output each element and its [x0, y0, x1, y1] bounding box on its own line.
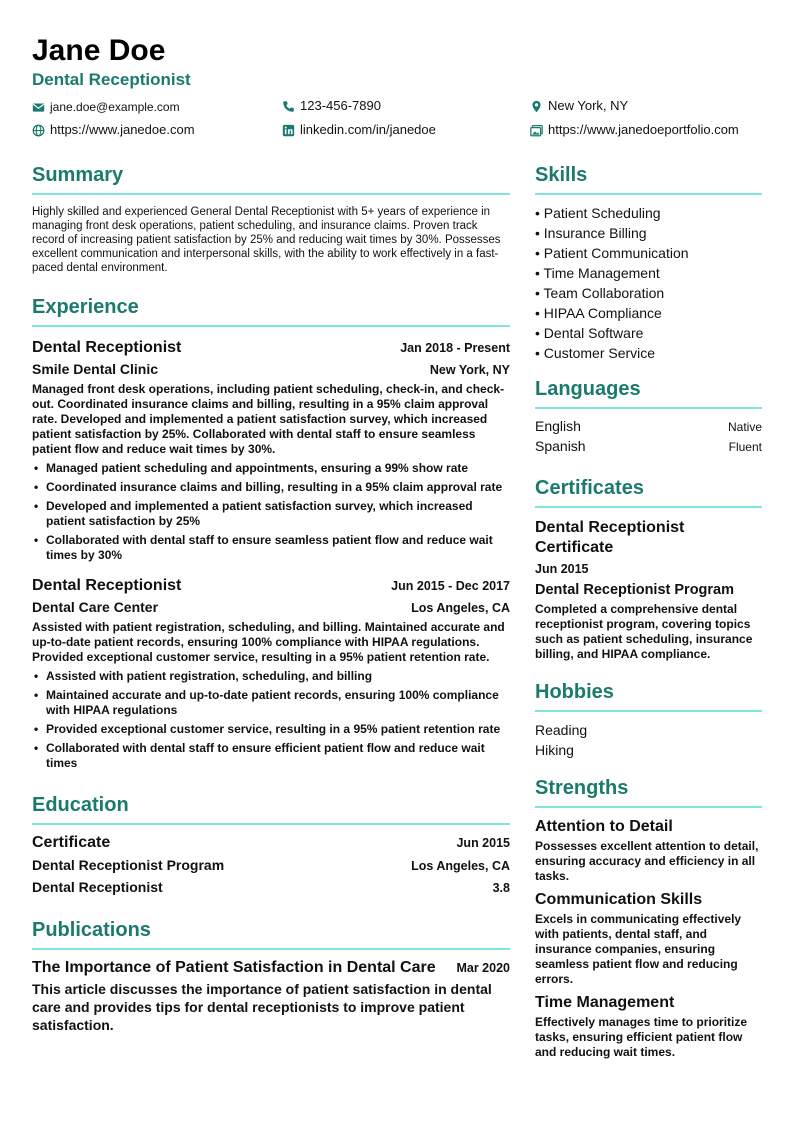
strength-item [535, 817, 762, 884]
job-bullet: • Coordinated insurance claims and billing, resulting in a 95% claim approval rate [32, 480, 510, 495]
skill-item: • Time Management [535, 265, 660, 281]
skill-label: Time Management [543, 265, 660, 281]
skill-label: Insurance Billing [543, 225, 647, 241]
linkedin-text[interactable]: linkedin.com/in/janedoe [300, 122, 436, 137]
candidate-name: Jane Doe [32, 34, 166, 67]
job-role: Dental Receptionist [32, 577, 182, 594]
portfolio-contact[interactable] [530, 122, 739, 138]
language-level: Fluent [728, 440, 762, 454]
job-bullets [32, 461, 510, 563]
job-description: Assisted with patient registration, scheduling, and billing. Maintained accurate and up-to-date patient records, ensuring 100% compliance with HIPAA regulations. Provided exceptional customer service, resulting in a 95% patient retention rate. [32, 620, 505, 664]
publications-heading: Publications [32, 918, 510, 950]
summary-text: Highly skilled and experienced General Dental Receptionist with 5+ years of experience in managing front desk operations, patient scheduling, and insurance claims. Proven track record of increasing patient satisfaction by 25% and reducing wait times by 30%. Possesses excellent communication and interpersonal skills, with the ability to work effectively in a fast-paced dental environment. [32, 206, 501, 274]
skill-item: • Customer Service [535, 345, 656, 361]
skills-section [535, 163, 762, 363]
hobbies-heading: Hobbies [535, 680, 762, 712]
job-company: Dental Care Center [32, 599, 159, 615]
skill-label: Patient Communication [543, 245, 689, 261]
job-entry [32, 575, 510, 771]
job-date: Jun 2015 - Dec 2017 [391, 579, 510, 593]
phone-contact[interactable] [282, 98, 381, 114]
phone-text[interactable]: 123-456-7890 [300, 98, 381, 113]
skill-item: • Dental Software [535, 325, 644, 341]
job-location: Los Angeles, CA [411, 601, 510, 615]
strength-title: Communication Skills [535, 891, 703, 908]
job-entry [32, 337, 510, 563]
certificates-heading: Certificates [535, 476, 762, 508]
phone-icon [282, 100, 295, 113]
job-bullet: • Maintained accurate and up-to-date patient records, ensuring 100% compliance with HIPAA regulations [32, 688, 510, 718]
education-section [32, 793, 510, 898]
strength-item [535, 993, 762, 1060]
publication-date: Mar 2020 [456, 961, 510, 975]
globe-icon [32, 124, 45, 137]
publication-description: This article discusses the importance of patient satisfaction in dental care and provides tips for dental receptionists to improve patient satisfaction. [32, 981, 492, 1033]
skill-item: • Patient Scheduling [535, 205, 661, 221]
job-bullet: • Collaborated with dental staff to ensure seamless patient flow and reduce wait times by 30% [32, 533, 510, 563]
job-bullet: • Collaborated with dental staff to ensure efficient patient flow and reduce wait times [32, 741, 510, 771]
location-contact [530, 98, 628, 114]
portfolio-icon [530, 124, 543, 137]
certificates-section [535, 476, 762, 662]
skill-item: • Team Collaboration [535, 285, 665, 301]
email-icon [32, 101, 45, 114]
education-program: Dental Receptionist Program [32, 857, 225, 873]
skill-label: Customer Service [543, 345, 656, 361]
strengths-heading: Strengths [535, 776, 762, 808]
publications-section [32, 918, 510, 1034]
email-contact[interactable] [32, 99, 180, 115]
skill-item: • Patient Communication [535, 245, 689, 261]
skill-item: • HIPAA Compliance [535, 305, 662, 321]
job-title-heading: Dental Receptionist [32, 70, 191, 89]
skill-label: HIPAA Compliance [543, 305, 662, 321]
summary-heading: Summary [32, 163, 510, 195]
experience-heading: Experience [32, 295, 510, 327]
hobby-item: Hiking [535, 742, 574, 758]
job-description: Managed front desk operations, including patient scheduling, check-in, and check-out. Coordinated insurance claims and billing, resulting in a 95% claim approval rate. Developed and implemented a patient satisfaction survey, which increased patient satisfaction by 25%. Collaborated with dental staff to ensure seamless patient flow and reduce wait times by 30%. [32, 382, 505, 456]
strength-description: Possesses excellent attention to detail, ensuring accuracy and efficiency in all tasks. [535, 839, 759, 883]
map-pin-icon [530, 100, 543, 113]
hobbies-section [535, 680, 762, 760]
job-date: Jan 2018 - Present [400, 341, 510, 355]
education-heading: Education [32, 793, 510, 825]
language-item [535, 416, 762, 436]
strength-description: Excels in communicating effectively with patients, dental staff, and insurance companies, ensuring seamless patient flow and reducing errors. [535, 912, 742, 986]
location-text: New York, NY [548, 98, 629, 113]
job-bullet: • Assisted with patient registration, scheduling, and billing [32, 669, 510, 684]
right-column [535, 163, 762, 1060]
certificate-title: Dental Receptionist Certificate [535, 519, 685, 556]
certificate-description: Completed a comprehensive dental receptionist program, covering topics such as patient scheduling, insurance billing, and HIPAA compliance. [535, 602, 753, 661]
job-bullet: • Managed patient scheduling and appointments, ensuring a 99% show rate [32, 461, 510, 476]
education-gpa: 3.8 [492, 881, 510, 895]
certificate-org: Dental Receptionist Program [535, 582, 735, 598]
strength-title: Time Management [535, 994, 675, 1011]
job-role: Dental Receptionist [32, 339, 182, 356]
skill-label: Patient Scheduling [543, 205, 661, 221]
languages-section [535, 377, 762, 456]
linkedin-icon [282, 124, 295, 137]
certificate-date: Jun 2015 [535, 562, 589, 576]
skill-label: Team Collaboration [543, 285, 665, 301]
experience-section [32, 295, 510, 771]
summary-section [32, 163, 510, 275]
website-text[interactable]: https://www.janedoe.com [50, 122, 195, 137]
skill-item: • Insurance Billing [535, 225, 647, 241]
job-bullet: • Developed and implemented a patient satisfaction survey, which increased patient satisfaction by 25% [32, 499, 510, 529]
languages-heading: Languages [535, 377, 762, 409]
skills-heading: Skills [535, 163, 762, 195]
language-item [535, 436, 762, 456]
language-name: English [535, 418, 581, 434]
hobby-item: Reading [535, 722, 588, 738]
left-column [32, 163, 510, 1034]
job-bullets [32, 669, 510, 771]
language-level: Native [727, 420, 762, 434]
education-date: Jun 2015 [456, 836, 510, 850]
education-field: Dental Receptionist [32, 879, 163, 895]
strength-item [535, 890, 762, 987]
publication-title: The Importance of Patient Satisfaction in Dental Care [32, 959, 436, 976]
education-degree: Certificate [32, 834, 111, 851]
linkedin-contact[interactable] [282, 122, 436, 138]
strength-description: Effectively manages time to prioritize tasks, ensuring efficient patient flow and reducing wait times. [535, 1015, 748, 1059]
job-bullet: • Provided exceptional customer service, resulting in a 95% patient retention rate [32, 722, 510, 737]
strength-title: Attention to Detail [535, 818, 673, 835]
email-text[interactable]: jane.doe@example.com [50, 100, 180, 114]
skill-label: Dental Software [543, 325, 644, 341]
strengths-section [535, 776, 762, 1060]
website-contact[interactable] [32, 122, 195, 138]
education-location: Los Angeles, CA [411, 859, 510, 873]
job-location: New York, NY [429, 363, 510, 377]
job-company: Smile Dental Clinic [32, 361, 159, 377]
portfolio-text[interactable]: https://www.janedoeportfolio.com [548, 122, 739, 137]
language-name: Spanish [535, 438, 586, 454]
